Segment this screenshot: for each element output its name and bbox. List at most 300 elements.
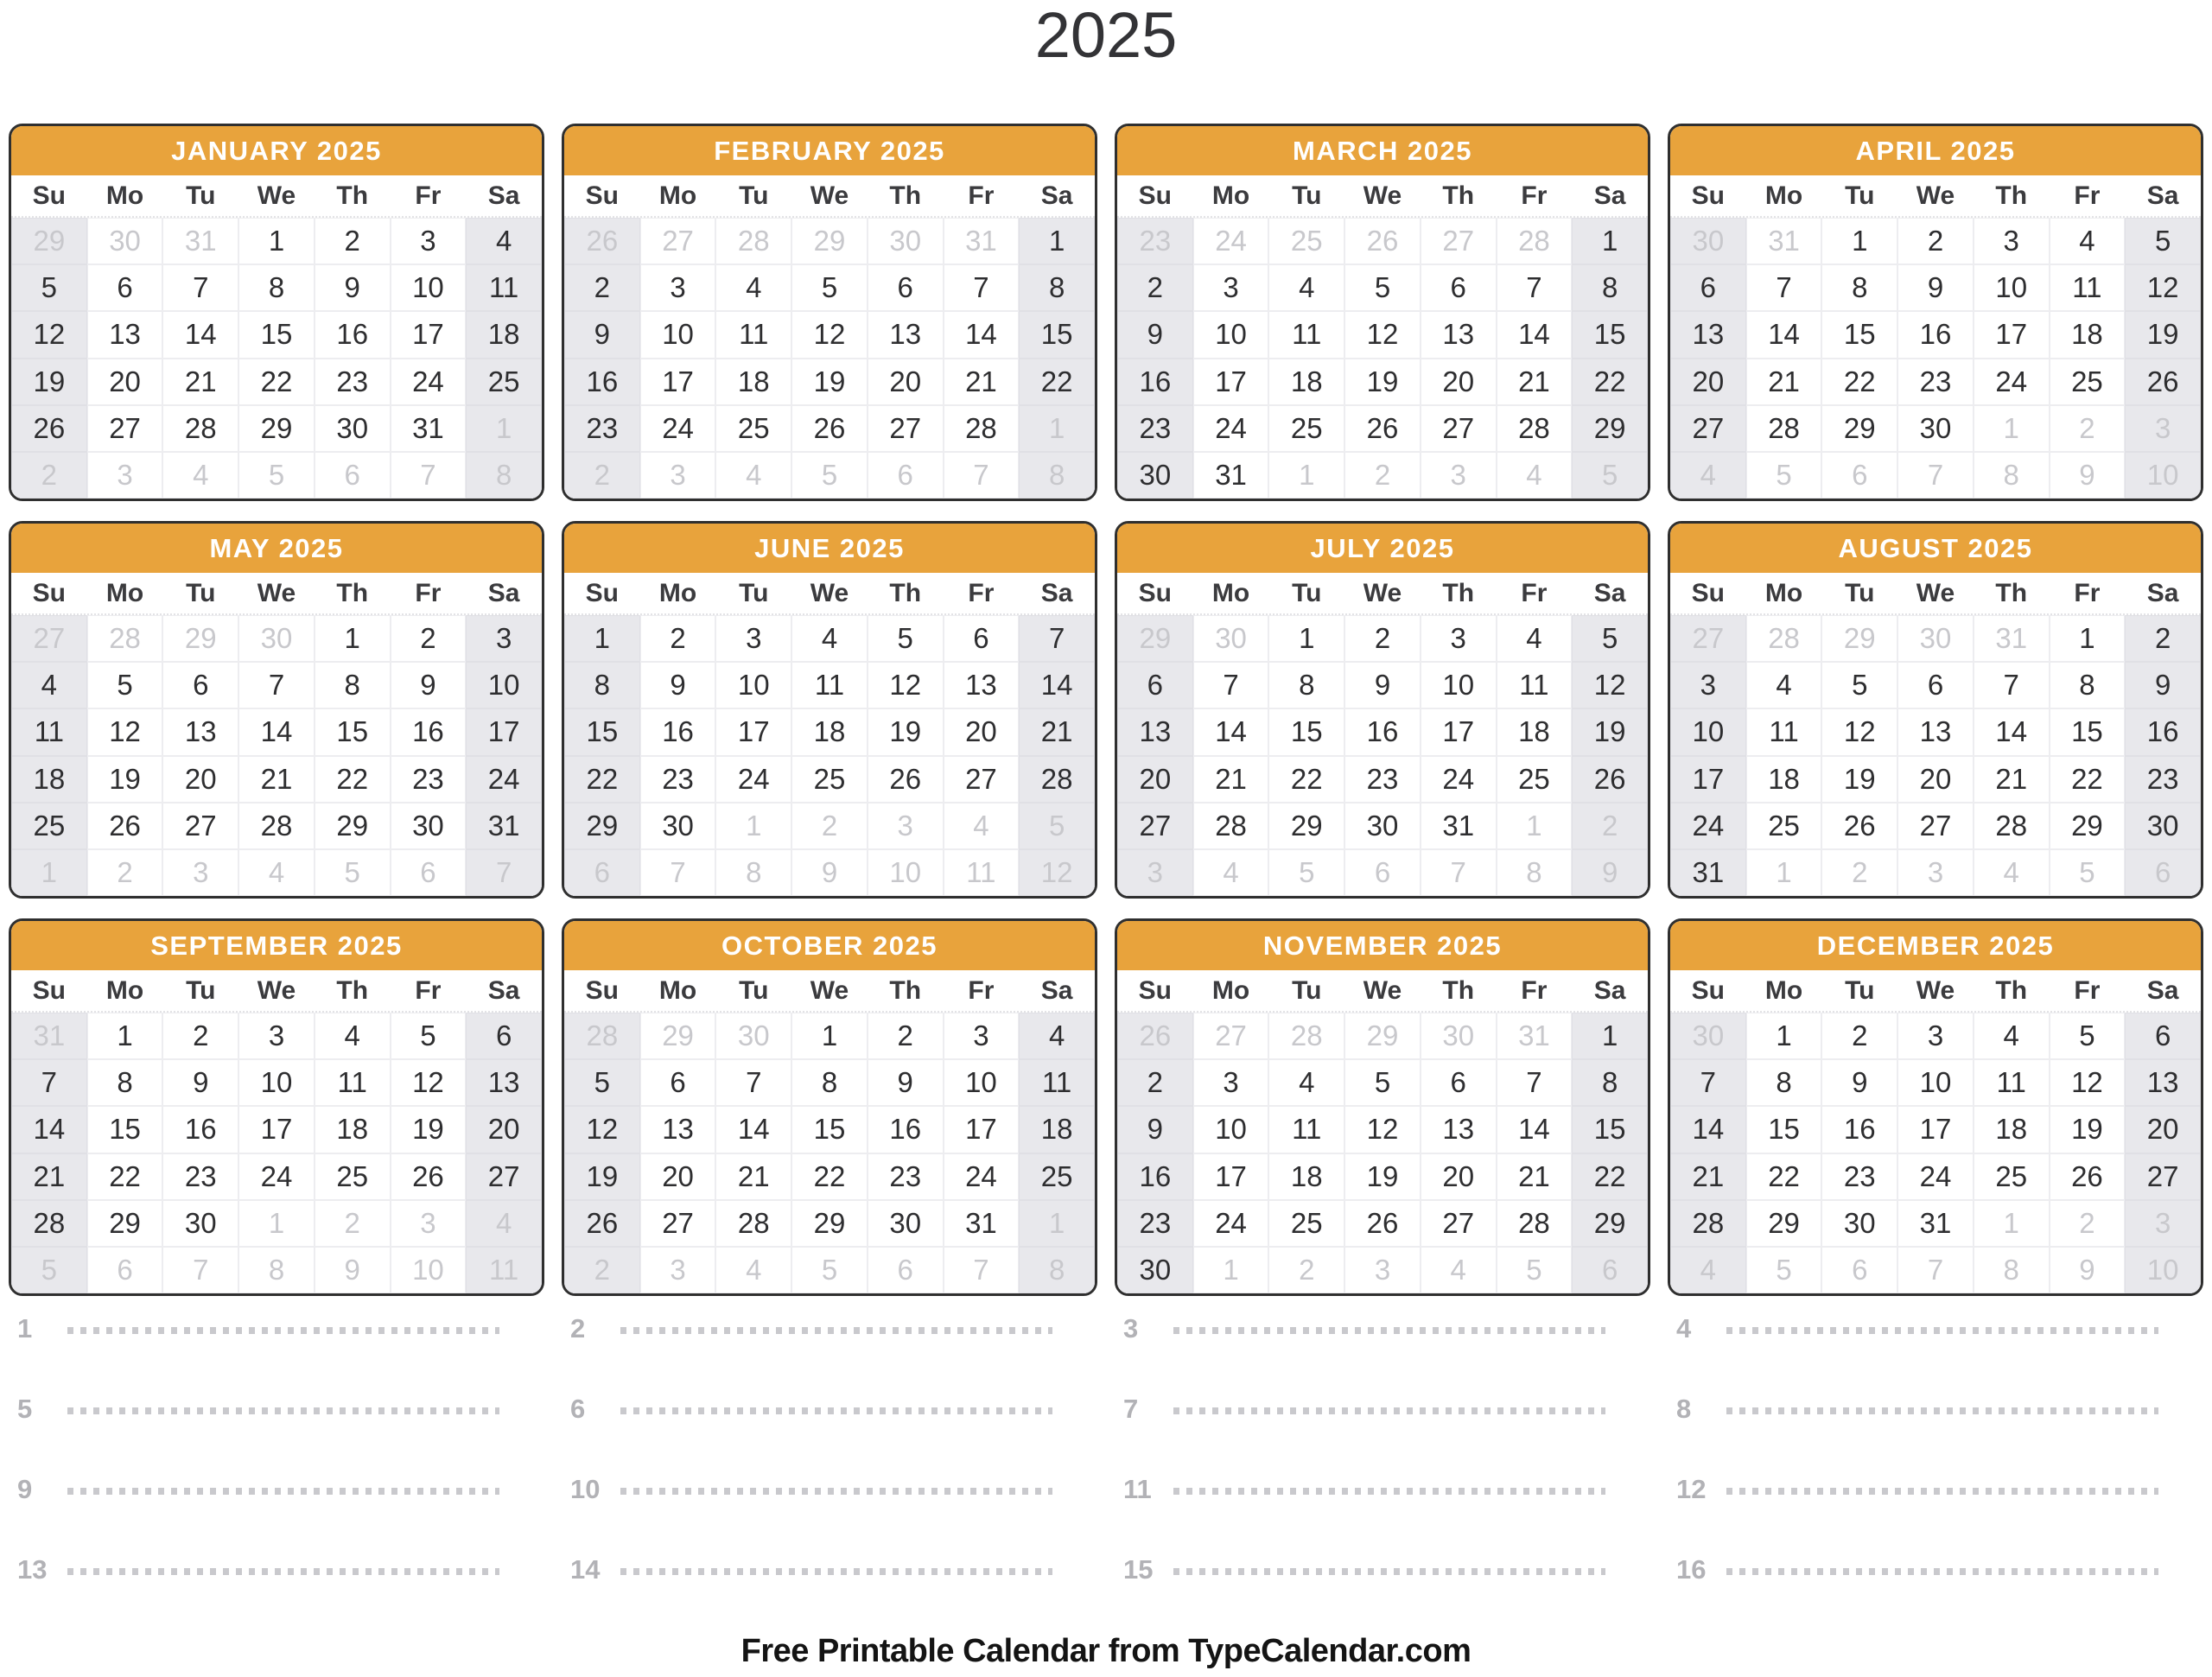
date-cell: 1 — [1268, 452, 1344, 499]
weekday-label: Th — [1995, 975, 2028, 1005]
date-cell: 22 — [1019, 359, 1095, 405]
month-title: MAY 2025 — [209, 532, 344, 563]
month-title: AUGUST 2025 — [1838, 532, 2033, 563]
date-cell: 19 — [11, 359, 87, 405]
date-cell: 17 — [1193, 359, 1269, 405]
date-cell: 19 — [1344, 1153, 1421, 1200]
note-line-number: 4 — [1676, 1313, 1692, 1344]
date-cell: 19 — [868, 708, 944, 755]
note-dotted-line — [67, 1407, 499, 1414]
weekday-label: We — [810, 578, 849, 607]
date-cell: 6 — [1572, 1247, 1648, 1293]
weekday-label: Mo — [105, 975, 144, 1005]
weekday-label: Fr — [1521, 578, 1548, 607]
date-cell: 25 — [1497, 756, 1573, 803]
date-cell: 9 — [1344, 662, 1421, 708]
date-cell: 4 — [2050, 218, 2126, 264]
month-title: MARCH 2025 — [1293, 135, 1472, 166]
note-dotted-line — [1726, 1327, 2158, 1334]
date-cell: 3 — [466, 615, 542, 662]
weekday-label: We — [1363, 578, 1402, 607]
date-cell: 8 — [564, 662, 640, 708]
weekday-label: We — [1916, 975, 1955, 1005]
date-cell: 18 — [1268, 1153, 1344, 1200]
date-cell: 1 — [466, 405, 542, 452]
weekday-label: Tu — [186, 181, 216, 210]
date-cell: 25 — [466, 359, 542, 405]
date-cell: 16 — [564, 359, 640, 405]
date-cell: 29 — [162, 615, 238, 662]
month-header — [1670, 126, 2201, 175]
note-dotted-line — [1173, 1407, 1605, 1414]
weekday-label: Th — [336, 578, 369, 607]
date-grid — [1670, 1011, 2201, 1293]
date-cell: 5 — [1268, 849, 1344, 896]
weekday-label: Su — [1691, 578, 1726, 607]
date-cell: 28 — [1497, 1200, 1573, 1247]
date-cell: 5 — [87, 662, 163, 708]
date-cell: 30 — [1670, 1013, 1746, 1059]
month-header — [11, 126, 542, 175]
weekday-label: Tu — [1292, 975, 1322, 1005]
date-cell: 28 — [87, 615, 163, 662]
date-cell: 10 — [868, 849, 944, 896]
date-cell: 30 — [1193, 615, 1269, 662]
note-dotted-line — [620, 1568, 1052, 1575]
date-cell: 19 — [791, 359, 868, 405]
date-cell: 30 — [87, 218, 163, 264]
date-cell: 9 — [640, 662, 716, 708]
date-cell: 2 — [564, 264, 640, 311]
note-dotted-line — [1173, 1568, 1605, 1575]
note-line-number: 16 — [1676, 1554, 1707, 1585]
date-cell: 26 — [1344, 1200, 1421, 1247]
date-cell: 6 — [564, 849, 640, 896]
date-cell: 25 — [1268, 218, 1344, 264]
date-cell: 17 — [640, 359, 716, 405]
weekday-label: Tu — [1845, 181, 1875, 210]
date-cell: 31 — [1746, 218, 1822, 264]
date-cell: 4 — [1421, 1247, 1497, 1293]
weekday-label: Tu — [739, 181, 769, 210]
weekday-label: Fr — [415, 975, 442, 1005]
date-cell: 25 — [11, 803, 87, 849]
date-cell: 3 — [162, 849, 238, 896]
date-cell: 30 — [1897, 405, 1974, 452]
date-cell: 29 — [11, 218, 87, 264]
date-cell: 3 — [1421, 452, 1497, 499]
date-cell: 4 — [944, 803, 1020, 849]
date-cell: 24 — [391, 359, 467, 405]
weekday-label: Fr — [968, 181, 995, 210]
weekday-label: Su — [32, 578, 67, 607]
date-cell: 23 — [868, 1153, 944, 1200]
date-cell: 3 — [640, 452, 716, 499]
date-cell: 24 — [715, 756, 791, 803]
date-cell: 31 — [1193, 452, 1269, 499]
date-cell: 2 — [315, 218, 391, 264]
date-cell: 22 — [1572, 359, 1648, 405]
date-cell: 2 — [1344, 452, 1421, 499]
date-cell: 30 — [715, 1013, 791, 1059]
date-cell: 6 — [87, 264, 163, 311]
date-cell: 29 — [1572, 405, 1648, 452]
date-cell: 2 — [1117, 1059, 1193, 1106]
date-cell: 4 — [1268, 264, 1344, 311]
weekday-header-row — [564, 970, 1095, 1011]
date-cell: 8 — [2050, 662, 2126, 708]
weekday-header-row — [564, 573, 1095, 613]
date-cell: 21 — [1497, 1153, 1573, 1200]
note-line-number: 7 — [1123, 1394, 1139, 1424]
date-cell: 26 — [791, 405, 868, 452]
date-cell: 3 — [1344, 1247, 1421, 1293]
month-header — [11, 921, 542, 970]
month-title: JANUARY 2025 — [171, 135, 382, 166]
weekday-label: Tu — [1292, 578, 1322, 607]
date-cell: 14 — [1497, 311, 1573, 358]
note-dotted-line — [67, 1488, 499, 1495]
date-cell: 13 — [2125, 1059, 2201, 1106]
date-cell: 15 — [1572, 311, 1648, 358]
weekday-label: Su — [585, 181, 620, 210]
date-cell: 28 — [1974, 803, 2050, 849]
date-cell: 29 — [1821, 405, 1897, 452]
date-cell: 15 — [87, 1106, 163, 1153]
date-cell: 31 — [1497, 1013, 1573, 1059]
date-cell: 4 — [715, 1247, 791, 1293]
date-cell: 16 — [1897, 311, 1974, 358]
date-cell: 3 — [1897, 849, 1974, 896]
date-cell: 28 — [162, 405, 238, 452]
date-cell: 5 — [1746, 1247, 1822, 1293]
weekday-label: Mo — [1211, 975, 1250, 1005]
date-grid — [564, 216, 1095, 499]
month-header — [1117, 524, 1648, 573]
date-cell: 8 — [87, 1059, 163, 1106]
weekday-header-row — [1670, 573, 2201, 613]
date-cell: 23 — [391, 756, 467, 803]
date-cell: 27 — [2125, 1153, 2201, 1200]
note-line — [562, 1308, 1097, 1388]
date-cell: 23 — [1117, 218, 1193, 264]
date-cell: 18 — [791, 708, 868, 755]
note-line — [1668, 1308, 2203, 1388]
date-cell: 25 — [791, 756, 868, 803]
date-cell: 4 — [1670, 452, 1746, 499]
date-cell: 2 — [1821, 1013, 1897, 1059]
date-cell: 14 — [1019, 662, 1095, 708]
date-grid — [1117, 1011, 1648, 1293]
date-cell: 8 — [1019, 1247, 1095, 1293]
date-cell: 4 — [466, 1200, 542, 1247]
date-cell: 22 — [87, 1153, 163, 1200]
date-cell: 11 — [11, 708, 87, 755]
weekday-label: Tu — [1845, 578, 1875, 607]
date-cell: 10 — [1193, 311, 1269, 358]
note-line — [9, 1308, 544, 1388]
weekday-label: We — [257, 181, 296, 210]
date-cell: 6 — [868, 1247, 944, 1293]
date-cell: 28 — [1746, 405, 1822, 452]
date-cell: 8 — [791, 1059, 868, 1106]
weekday-label: Su — [32, 975, 67, 1005]
weekday-label: Th — [889, 975, 922, 1005]
date-cell: 8 — [1821, 264, 1897, 311]
date-cell: 1 — [238, 218, 315, 264]
weekday-label: We — [1363, 181, 1402, 210]
date-cell: 2 — [868, 1013, 944, 1059]
date-cell: 6 — [944, 615, 1020, 662]
date-cell: 7 — [944, 1247, 1020, 1293]
date-cell: 4 — [1746, 662, 1822, 708]
date-cell: 10 — [1193, 1106, 1269, 1153]
date-cell: 12 — [1572, 662, 1648, 708]
date-cell: 10 — [2125, 452, 2201, 499]
date-cell: 26 — [1821, 803, 1897, 849]
date-cell: 6 — [1421, 264, 1497, 311]
date-cell: 6 — [1117, 662, 1193, 708]
date-cell: 15 — [1821, 311, 1897, 358]
date-cell: 24 — [238, 1153, 315, 1200]
date-cell: 4 — [715, 264, 791, 311]
date-cell: 31 — [1974, 615, 2050, 662]
date-cell: 20 — [868, 359, 944, 405]
weekday-label: We — [257, 975, 296, 1005]
date-cell: 6 — [1821, 1247, 1897, 1293]
date-grid — [11, 613, 542, 896]
note-dotted-line — [67, 1327, 499, 1334]
date-cell: 1 — [11, 849, 87, 896]
date-cell: 31 — [1670, 849, 1746, 896]
date-cell: 24 — [1193, 218, 1269, 264]
date-cell: 11 — [944, 849, 1020, 896]
date-cell: 23 — [2125, 756, 2201, 803]
month-header — [564, 921, 1095, 970]
month-card-october — [562, 918, 1097, 1296]
date-cell: 1 — [1974, 1200, 2050, 1247]
date-cell: 1 — [315, 615, 391, 662]
date-cell: 4 — [1497, 452, 1573, 499]
date-cell: 8 — [466, 452, 542, 499]
weekday-label: Mo — [658, 181, 697, 210]
date-cell: 27 — [640, 1200, 716, 1247]
date-cell: 31 — [391, 405, 467, 452]
date-cell: 6 — [868, 452, 944, 499]
note-line — [1668, 1549, 2203, 1629]
date-cell: 21 — [944, 359, 1020, 405]
date-cell: 4 — [11, 662, 87, 708]
weekday-label: Tu — [1845, 975, 1875, 1005]
month-card-september — [9, 918, 544, 1296]
date-cell: 2 — [1268, 1247, 1344, 1293]
date-cell: 5 — [564, 1059, 640, 1106]
date-cell: 3 — [868, 803, 944, 849]
month-card-february — [562, 124, 1097, 501]
date-grid — [564, 1011, 1095, 1293]
date-cell: 29 — [1572, 1200, 1648, 1247]
date-cell: 2 — [1117, 264, 1193, 311]
date-cell: 2 — [315, 1200, 391, 1247]
date-cell: 13 — [1421, 311, 1497, 358]
date-cell: 11 — [1974, 1059, 2050, 1106]
date-cell: 6 — [162, 662, 238, 708]
date-cell: 17 — [944, 1106, 1020, 1153]
note-dotted-line — [1173, 1327, 1605, 1334]
date-cell: 14 — [944, 311, 1020, 358]
date-cell: 20 — [640, 1153, 716, 1200]
date-cell: 22 — [238, 359, 315, 405]
date-cell: 26 — [1344, 405, 1421, 452]
note-line — [9, 1549, 544, 1629]
date-cell: 30 — [315, 405, 391, 452]
weekday-label: Tu — [1292, 181, 1322, 210]
weekday-label: Sa — [487, 578, 520, 607]
date-cell: 1 — [1019, 1200, 1095, 1247]
date-cell: 22 — [1268, 756, 1344, 803]
date-cell: 10 — [1897, 1059, 1974, 1106]
weekday-label: Sa — [1040, 578, 1073, 607]
date-cell: 1 — [2050, 615, 2126, 662]
date-cell: 17 — [1421, 708, 1497, 755]
date-cell: 18 — [11, 756, 87, 803]
date-cell: 15 — [1019, 311, 1095, 358]
date-cell: 5 — [2050, 849, 2126, 896]
date-cell: 21 — [1974, 756, 2050, 803]
note-dotted-line — [67, 1568, 499, 1575]
date-cell: 31 — [944, 218, 1020, 264]
date-cell: 21 — [1497, 359, 1573, 405]
date-cell: 13 — [640, 1106, 716, 1153]
date-cell: 14 — [1670, 1106, 1746, 1153]
date-cell: 5 — [2050, 1013, 2126, 1059]
date-cell: 15 — [1268, 708, 1344, 755]
date-cell: 14 — [1974, 708, 2050, 755]
date-cell: 30 — [391, 803, 467, 849]
weekday-label: Fr — [968, 578, 995, 607]
month-header — [1117, 921, 1648, 970]
date-cell: 22 — [2050, 756, 2126, 803]
date-cell: 26 — [564, 1200, 640, 1247]
date-cell: 10 — [2125, 1247, 2201, 1293]
date-cell: 17 — [1193, 1153, 1269, 1200]
date-cell: 17 — [1974, 311, 2050, 358]
date-cell: 5 — [11, 264, 87, 311]
date-cell: 9 — [1897, 264, 1974, 311]
weekday-label: Su — [1691, 181, 1726, 210]
page-title: 2025 — [1034, 0, 1178, 71]
date-cell: 11 — [715, 311, 791, 358]
date-cell: 20 — [1897, 756, 1974, 803]
date-cell: 4 — [238, 849, 315, 896]
month-card-august — [1668, 521, 2203, 899]
date-cell: 3 — [715, 615, 791, 662]
date-cell: 26 — [1344, 218, 1421, 264]
date-cell: 9 — [868, 1059, 944, 1106]
month-title: JUNE 2025 — [754, 532, 905, 563]
date-cell: 16 — [391, 708, 467, 755]
date-cell: 8 — [238, 264, 315, 311]
date-cell: 20 — [1117, 756, 1193, 803]
note-line — [562, 1549, 1097, 1629]
date-cell: 7 — [1497, 264, 1573, 311]
date-cell: 28 — [1497, 218, 1573, 264]
date-cell: 28 — [1019, 756, 1095, 803]
date-cell: 4 — [466, 218, 542, 264]
date-cell: 1 — [715, 803, 791, 849]
date-cell: 22 — [1746, 1153, 1822, 1200]
date-cell: 18 — [315, 1106, 391, 1153]
month-title: OCTOBER 2025 — [721, 930, 938, 961]
date-cell: 1 — [1193, 1247, 1269, 1293]
month-title: APRIL 2025 — [1855, 135, 2016, 166]
date-cell: 25 — [1019, 1153, 1095, 1200]
weekday-label: We — [1363, 975, 1402, 1005]
date-cell: 27 — [466, 1153, 542, 1200]
date-cell: 1 — [1572, 1013, 1648, 1059]
date-cell: 6 — [1344, 849, 1421, 896]
date-cell: 19 — [1821, 756, 1897, 803]
date-cell: 24 — [1670, 803, 1746, 849]
date-grid — [1670, 613, 2201, 896]
weekday-label: Mo — [1764, 578, 1803, 607]
date-cell: 30 — [1344, 803, 1421, 849]
note-dotted-line — [1726, 1568, 2158, 1575]
date-cell: 23 — [1821, 1153, 1897, 1200]
date-cell: 21 — [715, 1153, 791, 1200]
date-cell: 27 — [1421, 1200, 1497, 1247]
month-title: NOVEMBER 2025 — [1262, 930, 1503, 961]
date-cell: 7 — [1897, 452, 1974, 499]
date-cell: 3 — [1421, 615, 1497, 662]
date-cell: 24 — [1421, 756, 1497, 803]
date-cell: 30 — [1897, 615, 1974, 662]
date-cell: 15 — [2050, 708, 2126, 755]
date-cell: 3 — [640, 1247, 716, 1293]
note-dotted-line — [620, 1407, 1052, 1414]
month-card-november — [1115, 918, 1650, 1296]
date-cell: 20 — [466, 1106, 542, 1153]
date-cell: 21 — [1670, 1153, 1746, 1200]
date-cell: 27 — [1421, 218, 1497, 264]
weekday-label: Sa — [1593, 578, 1626, 607]
date-cell: 1 — [87, 1013, 163, 1059]
date-cell: 17 — [391, 311, 467, 358]
date-cell: 11 — [1268, 1106, 1344, 1153]
weekday-label: Mo — [658, 975, 697, 1005]
date-cell: 11 — [1268, 311, 1344, 358]
date-cell: 30 — [1670, 218, 1746, 264]
date-cell: 21 — [1193, 756, 1269, 803]
date-grid — [1670, 216, 2201, 499]
date-cell: 1 — [1746, 1013, 1822, 1059]
date-cell: 11 — [791, 662, 868, 708]
date-cell: 13 — [1117, 708, 1193, 755]
date-cell: 1 — [1821, 218, 1897, 264]
weekday-label: Th — [336, 975, 369, 1005]
date-cell: 29 — [238, 405, 315, 452]
date-cell: 3 — [391, 1200, 467, 1247]
month-card-july — [1115, 521, 1650, 899]
date-cell: 27 — [87, 405, 163, 452]
date-cell: 1 — [1019, 405, 1095, 452]
date-cell: 29 — [1344, 1013, 1421, 1059]
month-header — [1670, 921, 2201, 970]
weekday-label: Fr — [2074, 975, 2101, 1005]
footer-text: Free Printable Calendar from TypeCalendar.com — [741, 1633, 1471, 1669]
date-cell: 20 — [87, 359, 163, 405]
date-cell: 18 — [715, 359, 791, 405]
